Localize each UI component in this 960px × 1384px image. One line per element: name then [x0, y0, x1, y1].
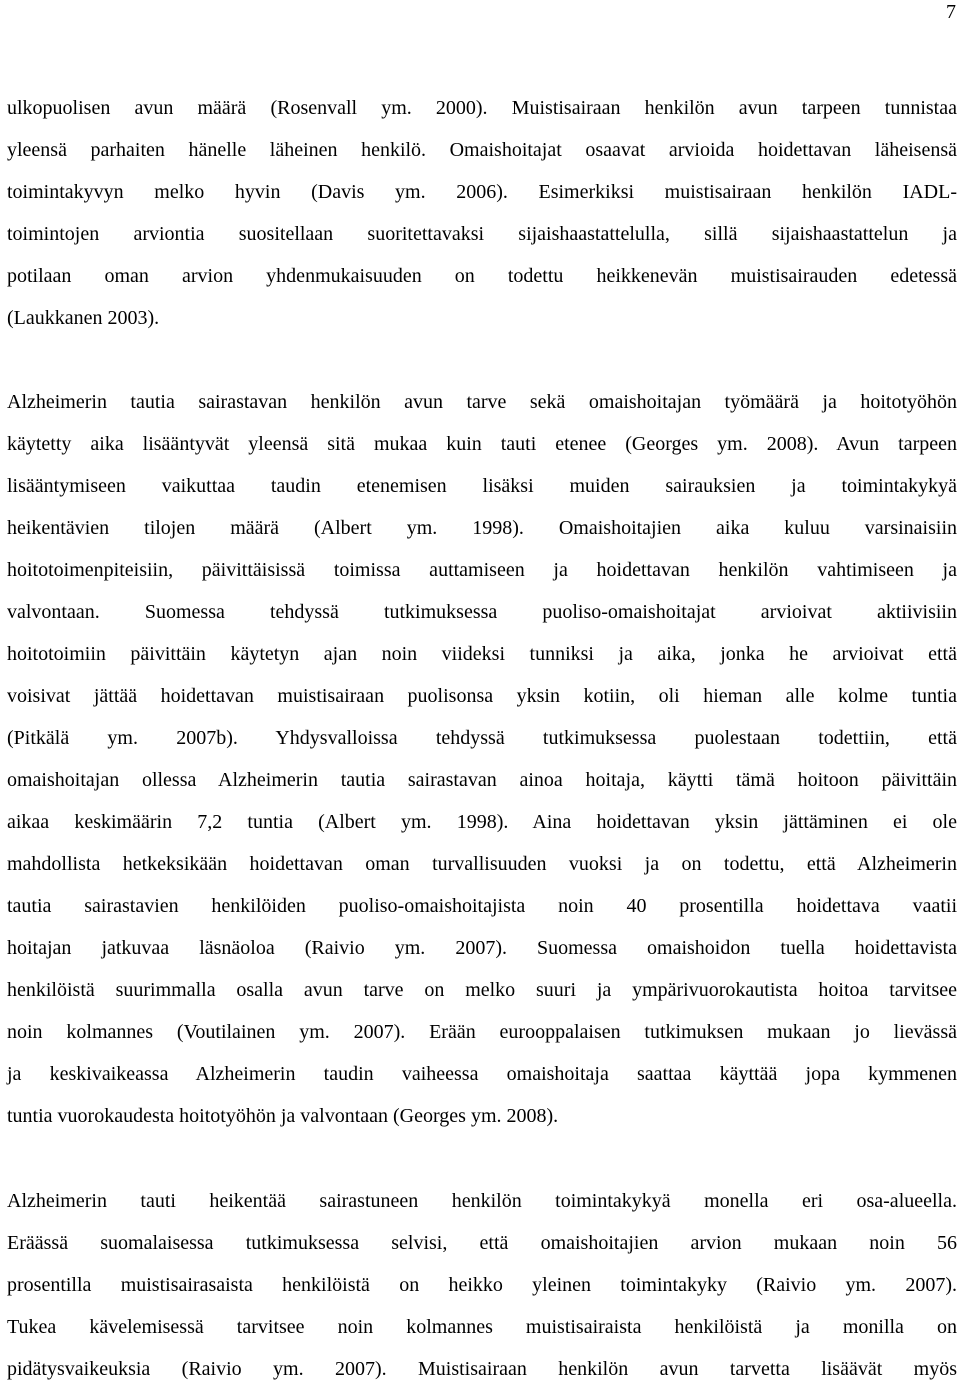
paragraph-2-line-10: omaishoitajan ollessa Alzheimerin tautia sairastavan ainoa hoitaja, käytti tämä hoitoon päivittäin	[7, 769, 957, 791]
paragraph-2-line-12: mahdollista hetkeksikään hoidettavan oman turvallisuuden vuoksi ja on todettu, että Alzheimerin	[7, 853, 957, 875]
paragraph-2-line-2: käytetty aika lisääntyvät yleensä sitä mukaa kuin tauti etenee (Georges ym. 2008). Avun tarpeen	[7, 433, 957, 455]
paragraph-2-line-13: tautia sairastavien henkilöiden puoliso-omaishoitajista noin 40 prosentilla hoidettava vaatii	[7, 895, 957, 917]
paragraph-1-line-1: ulkopuolisen avun määrä (Rosenvall ym. 2000). Muistisairaan henkilön avun tarpeen tunnistaa	[7, 97, 957, 119]
paragraph-2-line-15: henkilöistä suurimmalla osalla avun tarve on melko suuri ja ympärivuorokautista hoitoa tarvitsee	[7, 979, 957, 1001]
paragraph-3-line-5: pidätysvaikeuksia (Raivio ym. 2007). Muistisairaan henkilön avun tarvetta lisäävät myös	[7, 1358, 957, 1380]
paragraph-1-line-6: (Laukkanen 2003).	[7, 307, 160, 329]
paragraph-3-line-3: prosentilla muistisairasaista henkilöistä on heikko yleinen toimintakyky (Raivio ym. 2007).	[7, 1274, 957, 1296]
paragraph-3-line-1: Alzheimerin tauti heikentää sairastuneen henkilön toimintakykyä monella eri osa-alueella.	[7, 1190, 957, 1212]
paragraph-2-line-5: hoitotoimenpiteisiin, päivittäisissä toimissa auttamiseen ja hoidettavan henkilön vahtimiseen ja	[7, 559, 957, 581]
paragraph-3-line-4: Tukea kävelemisessä tarvitsee noin kolmannes muistisairaista henkilöistä ja monilla on	[7, 1316, 957, 1338]
paragraph-2-line-1: Alzheimerin tautia sairastavan henkilön avun tarve sekä omaishoitajan työmäärä ja hoitotyöhön	[7, 391, 957, 413]
paragraph-2-line-17: ja keskivaikeassa Alzheimerin taudin vaiheessa omaishoitaja saattaa käyttää jopa kymmenen	[7, 1063, 957, 1085]
paragraph-1-line-3: toimintakyvyn melko hyvin (Davis ym. 2006). Esimerkiksi muistisairaan henkilön IADL-	[7, 181, 957, 203]
page-number: 7	[946, 1, 956, 23]
paragraph-2-line-16: noin kolmannes (Voutilainen ym. 2007). Erään eurooppalaisen tutkimuksen mukaan jo lievässä	[7, 1021, 957, 1043]
paragraph-1-line-2: yleensä parhaiten hänelle läheinen henkilö. Omaishoitajat osaavat arvioida hoidettavan läheisensä	[7, 139, 957, 161]
paragraph-2-line-11: aikaa keskimäärin 7,2 tuntia (Albert ym. 1998). Aina hoidettavan yksin jättäminen ei ole	[7, 811, 957, 833]
paragraph-1-line-4: toimintojen arviontia suositellaan suoritettavaksi sijaishaastattelulla, sillä sijaishaastattelun ja	[7, 223, 957, 245]
paragraph-2-line-7: hoitotoimiin päivittäin käytetyn ajan noin viideksi tunniksi ja aika, jonka he arvioivat että	[7, 643, 957, 665]
paragraph-2-line-9: (Pitkälä ym. 2007b). Yhdysvalloissa tehdyssä tutkimuksessa puolestaan todettiin, että	[7, 727, 957, 749]
paragraph-2-line-4: heikentävien tilojen määrä (Albert ym. 1998). Omaishoitajien aika kuluu varsinaisiin	[7, 517, 957, 539]
paragraph-2-line-3: lisääntymiseen vaikuttaa taudin etenemisen lisäksi muiden sairauksien ja toimintakykyä	[7, 475, 957, 497]
paragraph-2-line-14: hoitajan jatkuvaa läsnäoloa (Raivio ym. 2007). Suomessa omaishoidon tuella hoidettavista	[7, 937, 957, 959]
paragraph-1-line-5: potilaan oman arvion yhdenmukaisuuden on todettu heikkenevän muistisairauden edetessä	[7, 265, 957, 287]
paragraph-2-line-18: tuntia vuorokaudesta hoitotyöhön ja valvontaan (Georges ym. 2008).	[7, 1105, 559, 1127]
paragraph-2-line-6: valvontaan. Suomessa tehdyssä tutkimuksessa puoliso-omaishoitajat arvioivat aktiivisiin	[7, 601, 957, 623]
paragraph-2-line-8: voisivat jättää hoidettavan muistisairaan puolisonsa yksin kotiin, oli hieman alle kolme tuntia	[7, 685, 957, 707]
paragraph-3-line-2: Eräässä suomalaisessa tutkimuksessa selvisi, että omaishoitajien arvion mukaan noin 56	[7, 1232, 957, 1254]
